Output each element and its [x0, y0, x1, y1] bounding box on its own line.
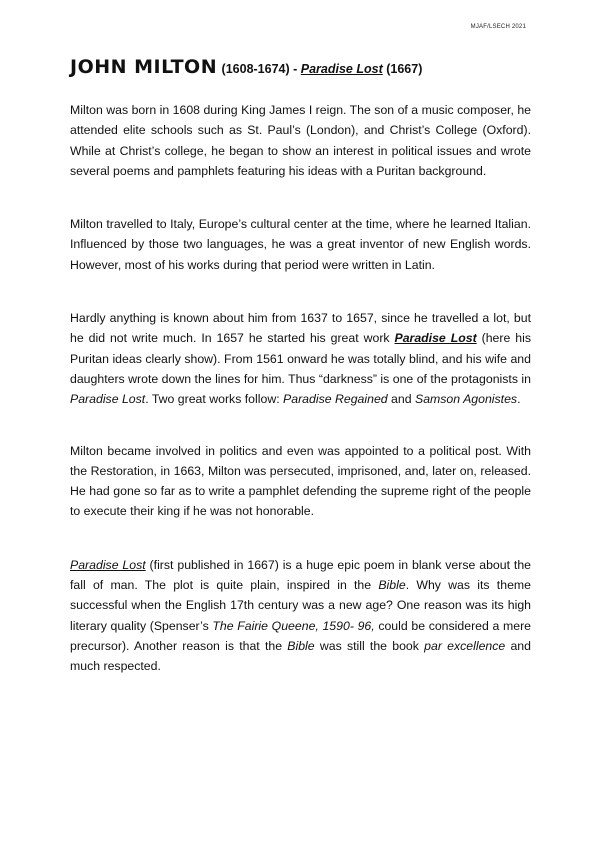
- text-segment: was still the book: [314, 638, 425, 653]
- paragraph-blindness: [70, 308, 531, 409]
- paragraph-italy: Milton travelled to Italy, Europe’s cultural center at the time, where he learned Italian. Influenced by those two languages, he was a great inventor of new English words. However, most of his works during that period were written in Latin.: [70, 217, 531, 272]
- text-segment: . Two great works follow:: [145, 392, 284, 407]
- author-name: JOHN MILTON: [70, 56, 218, 78]
- work-title: Paradise Lost: [394, 331, 477, 346]
- page-title: [70, 56, 540, 78]
- text-segment: . Why was its theme successful when the English 17th century was a new age? One reason was its high literary quality (Spenser’s: [70, 578, 531, 633]
- work-title: Samson Agonistes: [415, 392, 518, 407]
- text-segment: could be considered a mere precursor). Another reason is that the: [70, 618, 532, 653]
- body-text: [70, 100, 531, 710]
- text-segment: (here his Puritan ideas clearly show). From 1561 onward he was totally blind, and his wife and daughters wrote down the lines for him. Thus “darkness” is one of the protagonists in: [70, 331, 531, 386]
- text-segment: and much respected.: [70, 638, 531, 674]
- text-segment: and: [387, 392, 415, 407]
- text-segment: .: [517, 392, 521, 407]
- title-work: Paradise Lost: [300, 62, 383, 76]
- document-code: MJAF/LSECH 2021: [470, 24, 526, 30]
- text-segment: (first published in 1667) is a huge epic poem in blank verse about the fall of man. The plot is quite plain, inspired in the: [70, 557, 531, 593]
- work-title: Paradise Regained: [283, 392, 388, 407]
- work-title: The Fairie Queene, 1590- 96,: [212, 618, 375, 633]
- paragraph-politics: Milton became involved in politics and even was appointed to a political post. With the Restoration, in 1663, Milton was persecuted, imprisoned, and, later on, released. He had gone so far as to write a pamphlet defending the supreme right of the people to execute their king if he was not honorable.: [70, 443, 531, 519]
- text-segment: Hardly anything is known about him from 1637 to 1657, since he travelled a lot, but he did not write much. In 1657 he started his great work: [70, 311, 531, 346]
- author-dates: (1608-1674) -: [221, 62, 301, 76]
- paragraph-paradise-lost: [70, 555, 531, 677]
- paragraph-birth: Milton was born in 1608 during King James I reign. The son of a music composer, he attended elite schools such as St. Paul’s (London), and Christ’s College (Oxford). While at Christ’s college, he began to show an interest in political issues and wrote several poems and pamphlets featuring his ideas with a Puritan background.: [70, 103, 531, 178]
- work-title: Bible: [378, 578, 406, 593]
- title-work-year: (1667): [382, 62, 423, 76]
- phrase: par excellence: [424, 638, 506, 653]
- work-title: Bible: [287, 638, 315, 653]
- work-title: Paradise Lost: [70, 392, 146, 407]
- work-title: Paradise Lost: [70, 557, 146, 572]
